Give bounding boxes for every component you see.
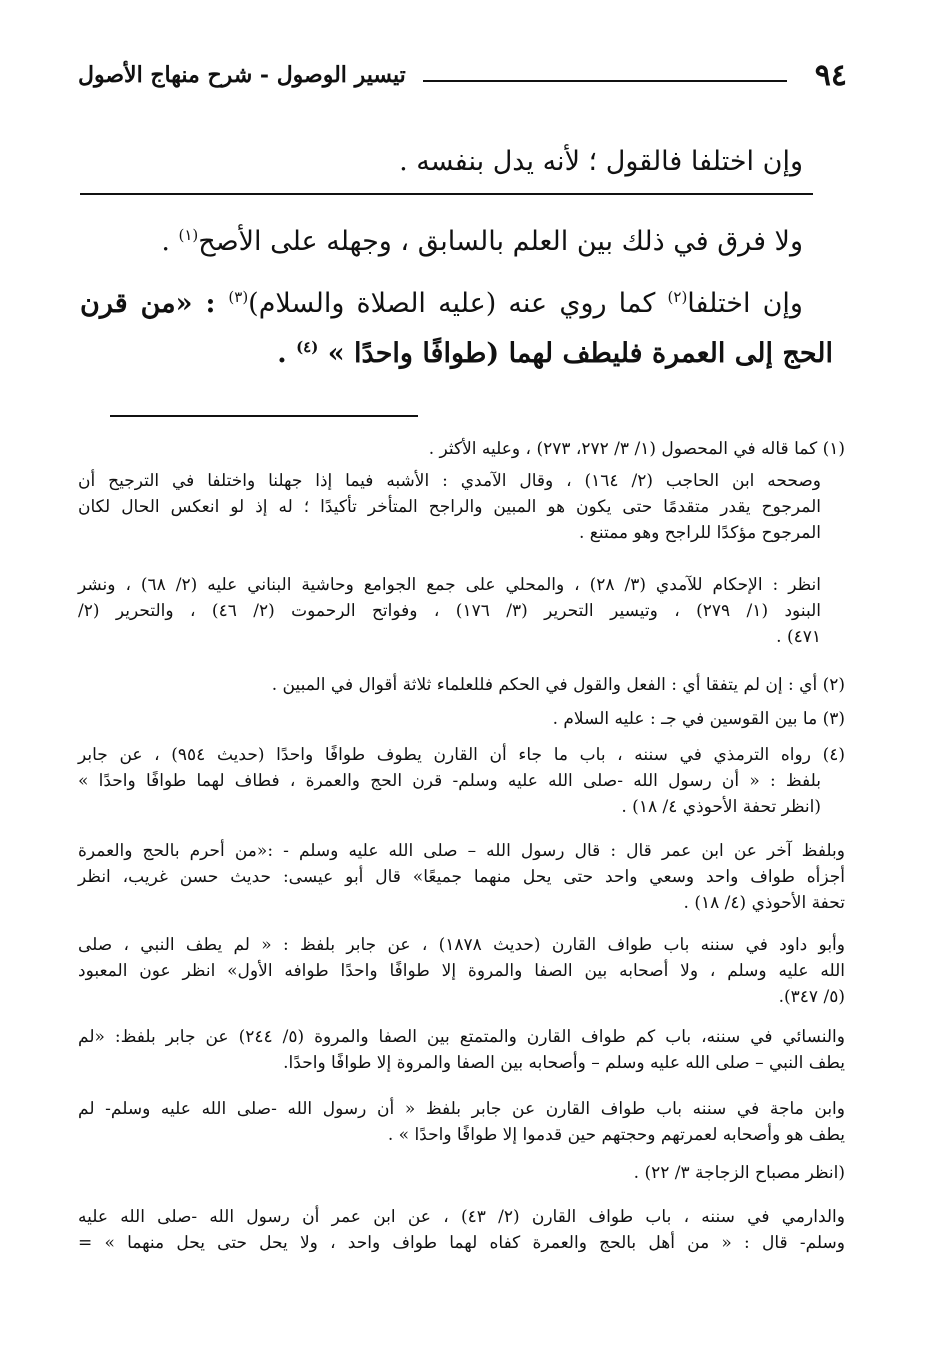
footnote-ref-1[interactable]: (١) bbox=[178, 226, 199, 244]
footnote-ref-3[interactable]: (٣) bbox=[228, 288, 249, 306]
footnote-4-misbah bbox=[78, 1160, 845, 1186]
main-line-4-text: الحج إلى العمرة فليطف لهما (طوافًا واحدًا » bbox=[318, 338, 833, 369]
footnote-line: وبلفظ آخر عن ابن عمر قال : قال رسول الله – صلى الله عليه وسلم - :«من أحرم بالحج والعمرة bbox=[78, 841, 845, 861]
footnote-line: (انظر مصباح الزجاجة ٣/ ٢٢) . bbox=[633, 1163, 845, 1183]
page-header bbox=[78, 58, 847, 98]
footnote-line: وصححه ابن الحاجب (٢/ ١٦٤) ، وقال الآمدي : الأشبه فيما إذا جهلنا واختلفا في الترجيح أن bbox=[78, 471, 821, 491]
main-line-2-end: . bbox=[161, 226, 179, 257]
footnote-line: (١) كما قاله في المحصول (١/ ٣/ ٢٧٢، ٢٧٣) ، وعليه الأكثر . bbox=[428, 439, 845, 459]
footnote-4 bbox=[78, 742, 845, 768]
header-rule bbox=[423, 80, 787, 82]
main-line-3-a: وإن اختلفا bbox=[687, 288, 803, 319]
footnote-4-darimi bbox=[78, 1204, 845, 1256]
footnote-line: البنود (١/ ٢٧٩) ، وتيسير التحرير (٣/ ١٧٦) ، وفواتح الرحموت (٢/ ٤٦) ، والتحرير (٢/ bbox=[78, 601, 821, 621]
main-line-4-end: . bbox=[277, 338, 297, 369]
footnote-4-tirmidhi-alt bbox=[78, 838, 845, 916]
footnote-ref-2[interactable]: (٢) bbox=[667, 288, 688, 306]
footnote-line: يطف هو وأصحابه لعمرتهم وحجتهم حين قدموا إلا طوافًا واحدًا » . bbox=[387, 1125, 845, 1145]
footnote-3 bbox=[78, 706, 845, 732]
main-line-3-c: : «من قرن bbox=[80, 288, 229, 319]
main-line-3 bbox=[80, 282, 803, 326]
footnote-line: ٤٧١) . bbox=[776, 627, 821, 647]
main-line-1: وإن اختلفا فالقول ؛ لأنه يدل بنفسه . bbox=[399, 146, 803, 177]
footnote-line: أجزأه طواف واحد وسعي واحد حتى يحل منهما جميعًا» قال أبو عيسى: حديث حسن غريب، انظر bbox=[78, 867, 845, 887]
main-line-3-b: كما روي عنه (عليه الصلاة والسلام) bbox=[248, 288, 668, 319]
footnote-line: انظر : الإحكام للآمدي (٣/ ٢٨) ، والمحلي على جمع الجوامع وحاشية البناني عليه (٢/ ٦٨) ، ونشر bbox=[78, 575, 821, 595]
footnote-1 bbox=[78, 436, 845, 462]
footnote-line: تحفة الأحوذي (٤/ ١٨) . bbox=[683, 893, 845, 913]
footnote-line: والدارمي في سننه ، باب طواف القارن (٢/ ٤٣) ، عن ابن عمر أن رسول الله -صلى الله عليه bbox=[78, 1207, 845, 1227]
footnote-line: (٣) ما بين القوسين في جـ : عليه السلام . bbox=[552, 709, 845, 729]
main-line-4 bbox=[277, 332, 833, 376]
footnote-line: والنسائي في سننه، باب كم طواف القارن والمتمتع بين الصفا والمروة (٥/ ٢٤٤) عن جابر بلفظ: «لم bbox=[78, 1027, 845, 1047]
footnote-line: وأبو داود في سننه باب طواف القارن (حديث ١٨٧٨) ، عن جابر بلفظ : « لم يطف النبي ، صلى bbox=[78, 935, 845, 955]
footnote-line: المرجوح مؤكدًا للراجح وهو ممتنع . bbox=[578, 523, 821, 543]
footnote-separator bbox=[110, 415, 418, 417]
footnote-line: وسلم- قال : « من أهل بالحج والعمرة كفاه لهما طواف واحد ، ولا يحل حتى يحل منهما » = bbox=[78, 1233, 845, 1253]
main-line-2 bbox=[161, 220, 803, 264]
footnote-line: المرجوح يقدر متقدمًا حتى يكون هو المبين والراجح المتأخر تأكيدًا ؛ له إذ لو انعكس الحال لكان bbox=[78, 497, 821, 517]
text-divider bbox=[80, 193, 813, 195]
footnote-line: (انظر تحفة الأحوذي ٤/ ١٨) . bbox=[621, 797, 821, 817]
footnote-ref-4[interactable]: (٤) bbox=[296, 338, 319, 356]
footnote-line: (٢) أي : إن لم يتفقا أي : الفعل والقول في الحكم فللعلماء ثلاثة أقوال في المبين . bbox=[271, 675, 845, 695]
footnote-4-cont bbox=[78, 768, 821, 820]
footnote-1-refs bbox=[78, 572, 821, 650]
footnote-line: بلفظ : « أن رسول الله -صلى الله عليه وسلم- قرن الحج والعمرة ، فطاف لهما طوافًا واحدًا » bbox=[78, 771, 821, 791]
page-number: ٩٤ bbox=[814, 58, 847, 93]
book-title: تيسير الوصول - شرح منهاج الأصول bbox=[78, 62, 406, 88]
footnote-4-nasai bbox=[78, 1024, 845, 1076]
main-line-2-text: ولا فرق في ذلك بين العلم بالسابق ، وجهله على الأصح bbox=[198, 226, 803, 257]
footnote-line: الله عليه وسلم ، ولا أصحابه بين الصفا والمروة إلا طوافًا واحدًا طوافه الأول» انظر عون المعبود bbox=[78, 961, 845, 981]
footnote-line: (٤) رواه الترمذي في سننه ، باب ما جاء أن القارن يطوف طوافًا واحدًا (حديث ٩٥٤) ، عن جابر bbox=[78, 745, 845, 765]
footnote-4-abudawud bbox=[78, 932, 845, 1010]
footnote-line: يطف النبي – صلى الله عليه وسلم – وأصحابه بين الصفا والمروة إلا طوافًا واحدًا. bbox=[283, 1053, 845, 1073]
footnote-4-ibnmajah bbox=[78, 1096, 845, 1148]
footnote-line: (٥/ ٣٤٧). bbox=[778, 987, 845, 1007]
footnote-1-body bbox=[78, 468, 821, 546]
footnote-2 bbox=[78, 672, 845, 698]
footnote-line: وابن ماجة في سننه باب طواف القارن عن جابر بلفظ « أن رسول الله -صلى الله عليه وسلم- لم bbox=[78, 1099, 845, 1119]
